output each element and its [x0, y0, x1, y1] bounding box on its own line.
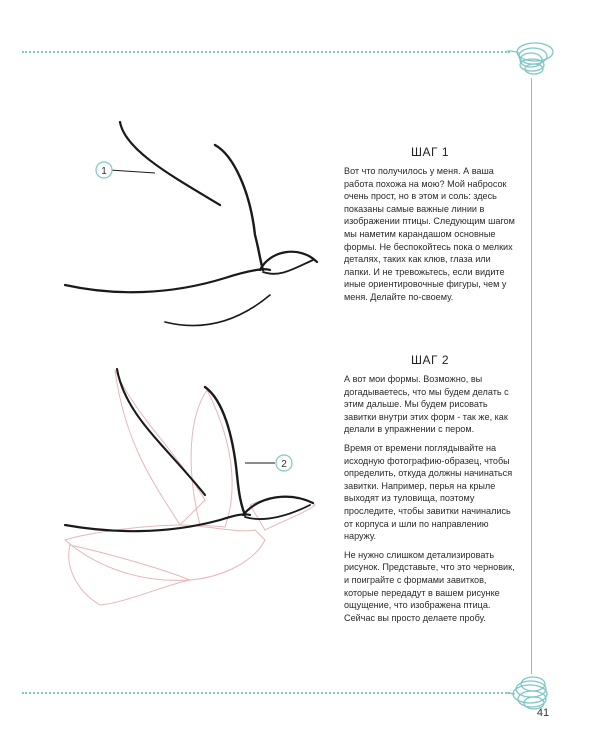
top-dotted-rule	[22, 51, 510, 53]
bottom-dotted-rule	[22, 692, 510, 694]
step2-paragraph-3: Не нужно слишком детализировать рисунок. Представьте, что это черновик, и поиграйте с формами завитков, которые передадут в вашем рисунке ощущение, что изображена птица. Сейчас вы просто делаете пробу.	[344, 549, 515, 623]
step2-title: ШАГ 2	[410, 353, 449, 367]
step1-paragraph: Вот что получилось у меня. А ваша работа похожа на мою? Мой набросок очень прост, но в этом и соль: здесь показаны самые важные линии в изображении птицы. Следующим шагом мы наметим карандашом основные формы. Не беспокойтесь пока о мелких деталях, таких как клюв, глаза или лапки. И не тревожьтесь, если видите иные ориентировочные фигуры, чем у меня. Делайте по-своему.	[344, 166, 515, 302]
callout-label-2: 2	[281, 459, 287, 470]
bird-sketch-step2	[55, 355, 345, 620]
step2-paragraph-2: Время от времени поглядывайте на исходную фотографию-образец, чтобы определить, откуда должны начинаться завитки. Например, перья на крыле выходят из туловища, поэтому проследите, чтобы завитки начинались от корпуса и шли по направлению наружу.	[344, 442, 513, 542]
step1-title: ШАГ 1	[410, 145, 449, 159]
right-vertical-rule	[531, 78, 532, 674]
step1-body	[344, 165, 516, 310]
step2-body	[344, 373, 516, 630]
bird-sketch-step1	[55, 110, 325, 350]
callout-label-1: 1	[101, 166, 107, 177]
swirl-ornament-top-icon	[505, 38, 560, 78]
step2-paragraph-1: А вот мои формы. Возможно, вы догадываетесь, что мы будем делать с этим дальше. Мы будем рисовать завитки внутри этих форм - так же, как делали в упражнении с пером.	[344, 374, 509, 435]
page-number: 41	[536, 707, 550, 719]
